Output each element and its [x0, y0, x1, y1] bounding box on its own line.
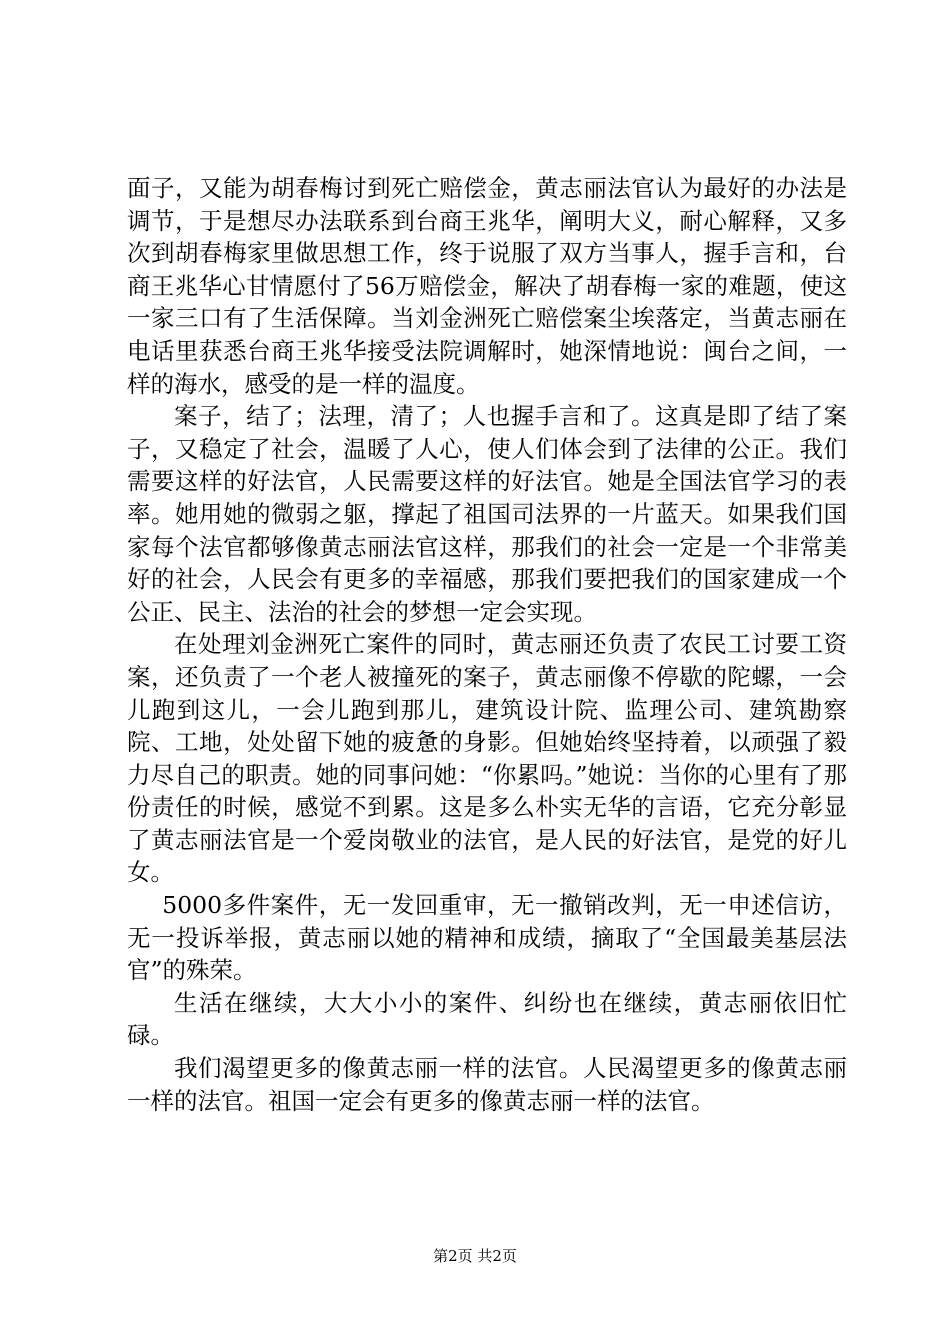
- paragraph-4: 5000多件案件，无一发回重审，无一撤销改判，无一申述信访，无一投诉举报，黄志丽以她的精神和成绩，摘取了“全国最美基层法官”的殊荣。: [127, 891, 847, 985]
- paragraph-5: 生活在继续，大大小小的案件、纠纷也在继续，黄志丽依旧忙碌。: [127, 988, 847, 1050]
- paragraph-6: 我们渴望更多的像黄志丽一样的法官。人民渴望更多的像黄志丽一样的法官。祖国一定会有更多的像黄志丽一样的法官。: [127, 1054, 847, 1115]
- page-number-footer: 第2页 共2页: [433, 1247, 517, 1265]
- paragraph-1: 面子，又能为胡春梅讨到死亡赔偿金，黄志丽法官认为最好的办法是调节，于是想尽办法联系到台商王兆华，阐明大义，耐心解释，又多次到胡春梅家里做思想工作，终于说服了双方当事人，握手言和，台商王兆华心甘情愿付了56万赔偿金，解决了胡春梅一家的难题，使这一家三口有了生活保障。当刘金洲死亡赔偿案尘埃落定，当黄志丽在电话里获悉台商王兆华接受法院调解时，她深情地说：闽台之间，一样的海水，感受的是一样的温度。: [127, 174, 847, 398]
- paragraph-3: 在处理刘金洲死亡案件的同时，黄志丽还负责了农民工讨要工资案，还负责了一个老人被撞死的案子，黄志丽像不停歇的陀螺，一会儿跑到这儿，一会儿跑到那儿，建筑设计院、监理公司、建筑勘察院、工地，处处留下她的疲惫的身影。但她始终坚持着，以顽强了毅力尽自己的职责。她的同事问她：“你累吗。”她说：当你的心里有了那份责任的时候，感觉不到累。这是多么朴实无华的言语，它充分彰显了黄志丽法官是一个爱岗敬业的法官，是人民的好法官，是党的好儿女。: [127, 630, 847, 887]
- paragraph-2: 案子，结了；法理，清了；人也握手言和了。这真是即了结了案子，又稳定了社会，温暖了人心，使人们体会到了法律的公正。我们需要这样的好法官，人民需要这样的好法官。她是全国法官学习的表率。她用她的微弱之躯，撑起了祖国司法界的一片蓝天。如果我们国家每个法官都够像黄志丽法官这样，那我们的社会一定是一个非常美好的社会，人民会有更多的幸福感，那我们要把我们的国家建成一个公正、民主、法治的社会的梦想一定会实现。: [127, 402, 847, 626]
- document-body: [127, 172, 847, 1117]
